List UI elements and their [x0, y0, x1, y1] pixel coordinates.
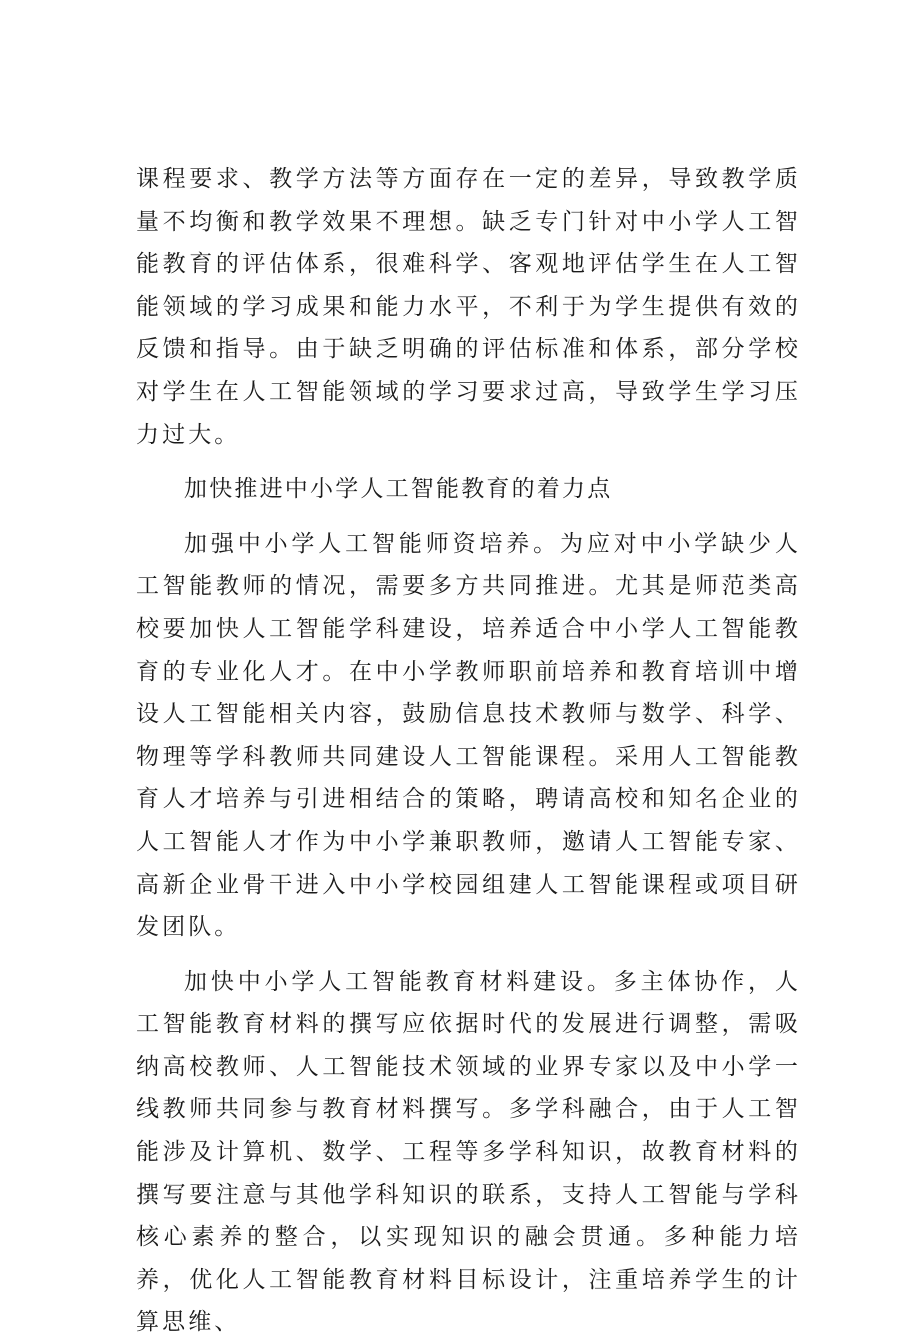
document-page [136, 158, 801, 1344]
section-heading: 加快推进中小学人工智能教育的着力点 [184, 476, 613, 503]
paragraph-continued: 课程要求、教学方法等方面存在一定的差异，导致教学质量不均衡和教学效果不理想。缺乏专门针对中小学人工智能教育的评估体系，很难科学、客观地评估学生在人工智能领域的学习成果和能力水平，不利于为学生提供有效的反馈和指导。由于缺乏明确的评估标准和体系，部分学校对学生在人工智能领域的学习要求过高，导致学生学习压力过大。 [136, 166, 801, 448]
paragraph-materials: 加快中小学人工智能教育材料建设。多主体协作，人工智能教育材料的撰写应依据时代的发展进行调整，需吸纳高校教师、人工智能技术领域的业界专家以及中小学一线教师共同参与教育材料撰写。多学科融合，由于人工智能涉及计算机、数学、工程等多学科知识，故教育材料的撰写要注意与其他学科知识的联系，支持人工智能与学科核心素养的整合，以实现知识的融会贯通。多种能力培养，优化人工智能教育材料目标设计，注重培养学生的计算思维、 [136, 968, 801, 1336]
paragraph-teacher-training: 加强中小学人工智能师资培养。为应对中小学缺少人工智能教师的情况，需要多方共同推进。尤其是师范类高校要加快人工智能学科建设，培养适合中小学人工智能教育的专业化人才。在中小学教师职前培养和教育培训中增设人工智能相关内容，鼓励信息技术教师与数学、科学、物理等学科教师共同建设人工智能课程。采用人工智能教育人才培养与引进相结合的策略，聘请高校和知名企业的人工智能人才作为中小学兼职教师，邀请人工智能专家、高新企业骨干进入中小学校园组建人工智能课程或项目研发团队。 [136, 530, 801, 941]
